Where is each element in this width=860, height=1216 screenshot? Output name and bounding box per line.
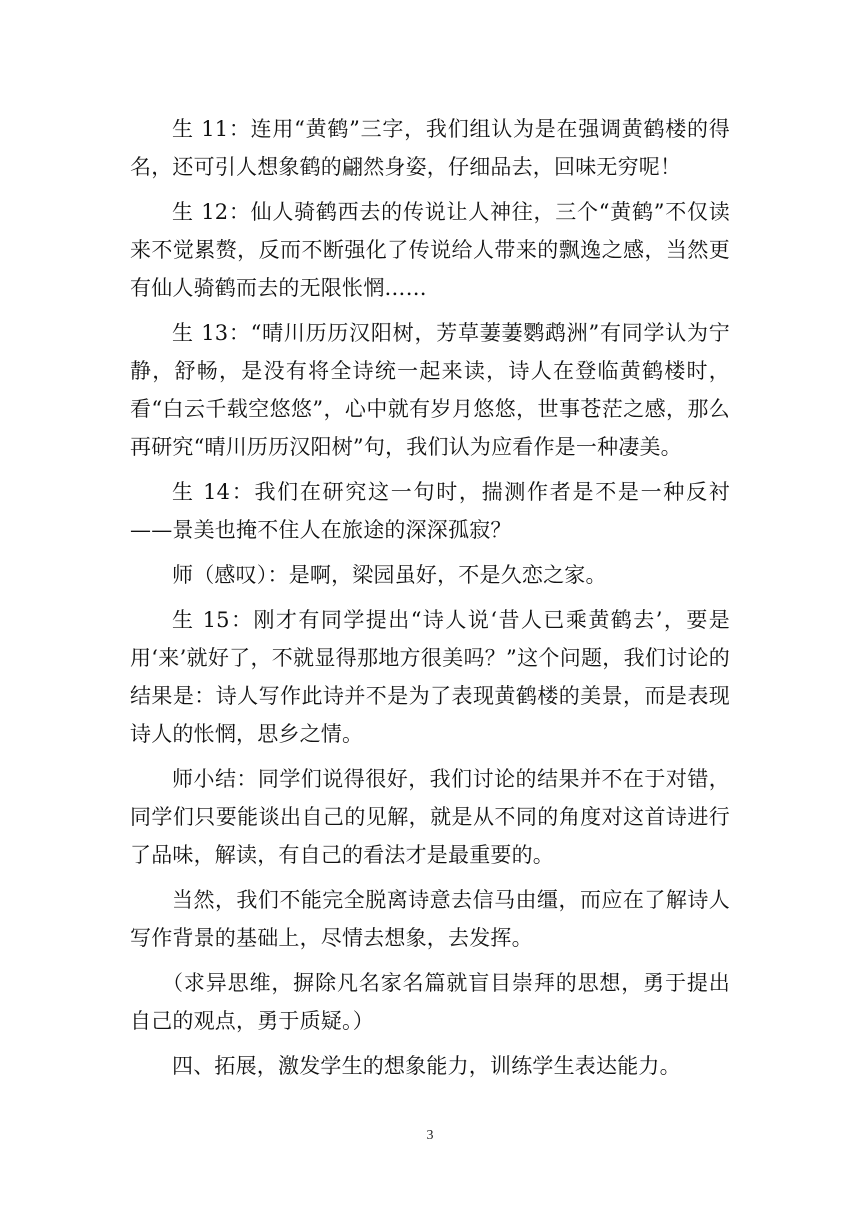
- paragraph-teacher-remark: 师（感叹）：是啊，梁园虽好，不是久恋之家。: [172, 563, 607, 587]
- paragraph-section-four: 四、拓展，激发学生的想象能力，训练学生表达能力。: [172, 1054, 681, 1078]
- paragraph-note: （求异思维，摒除凡名家名篇就盲目崇拜的思想，勇于提出自己的观点，勇于质疑。）: [130, 971, 730, 1033]
- paragraph-student-14: 生 14：我们在研究这一句时，揣测作者是不是一种反衬——景美也掩不住人在旅途的深深孤寂？: [130, 480, 730, 542]
- paragraph-conclusion: 当然，我们不能完全脱离诗意去信马由缰，而应在了解诗人写作背景的基础上，尽情去想象，去发挥。: [130, 888, 730, 950]
- paragraph-student-15: 生 15：刚才有同学提出“诗人说‘昔人已乘黄鹤去’，要是用‘来’就好了，不就显得那地方很美吗？”这个问题，我们讨论的结果是：诗人写作此诗并不是为了表现黄鹤楼的美景，而是表现诗人的怅惘，思乡之情。: [130, 608, 730, 746]
- paragraph-student-13: 生 13：“晴川历历汉阳树，芳草萋萋鹦鹉洲”有同学认为宁静，舒畅，是没有将全诗统一起来读，诗人在登临黄鹤楼时，看“白云千载空悠悠”，心中就有岁月悠悠，世事苍茫之感，那么再研究“晴川历历汉阳树”句，我们认为应看作是一种凄美。: [130, 321, 730, 459]
- document-body: [130, 110, 730, 1092]
- paragraph-student-12: 生 12：仙人骑鹤西去的传说让人神往，三个“黄鹤”不仅读来不觉累赘，反而不断强化了传说给人带来的飘逸之感，当然更有仙人骑鹤而去的无限怅惘……: [130, 200, 730, 300]
- paragraph-teacher-summary: 师小结：同学们说得很好，我们讨论的结果并不在于对错，同学们只要能谈出自己的见解，就是从不同的角度对这首诗进行了品味，解读，有自己的看法才是最重要的。: [130, 767, 730, 867]
- page-number: 3: [426, 1128, 434, 1143]
- paragraph-student-11: 生 11：连用“黄鹤”三字，我们组认为是在强调黄鹤楼的得名，还可引人想象鹤的翩然身姿，仔细品去，回味无穷呢！: [130, 117, 730, 179]
